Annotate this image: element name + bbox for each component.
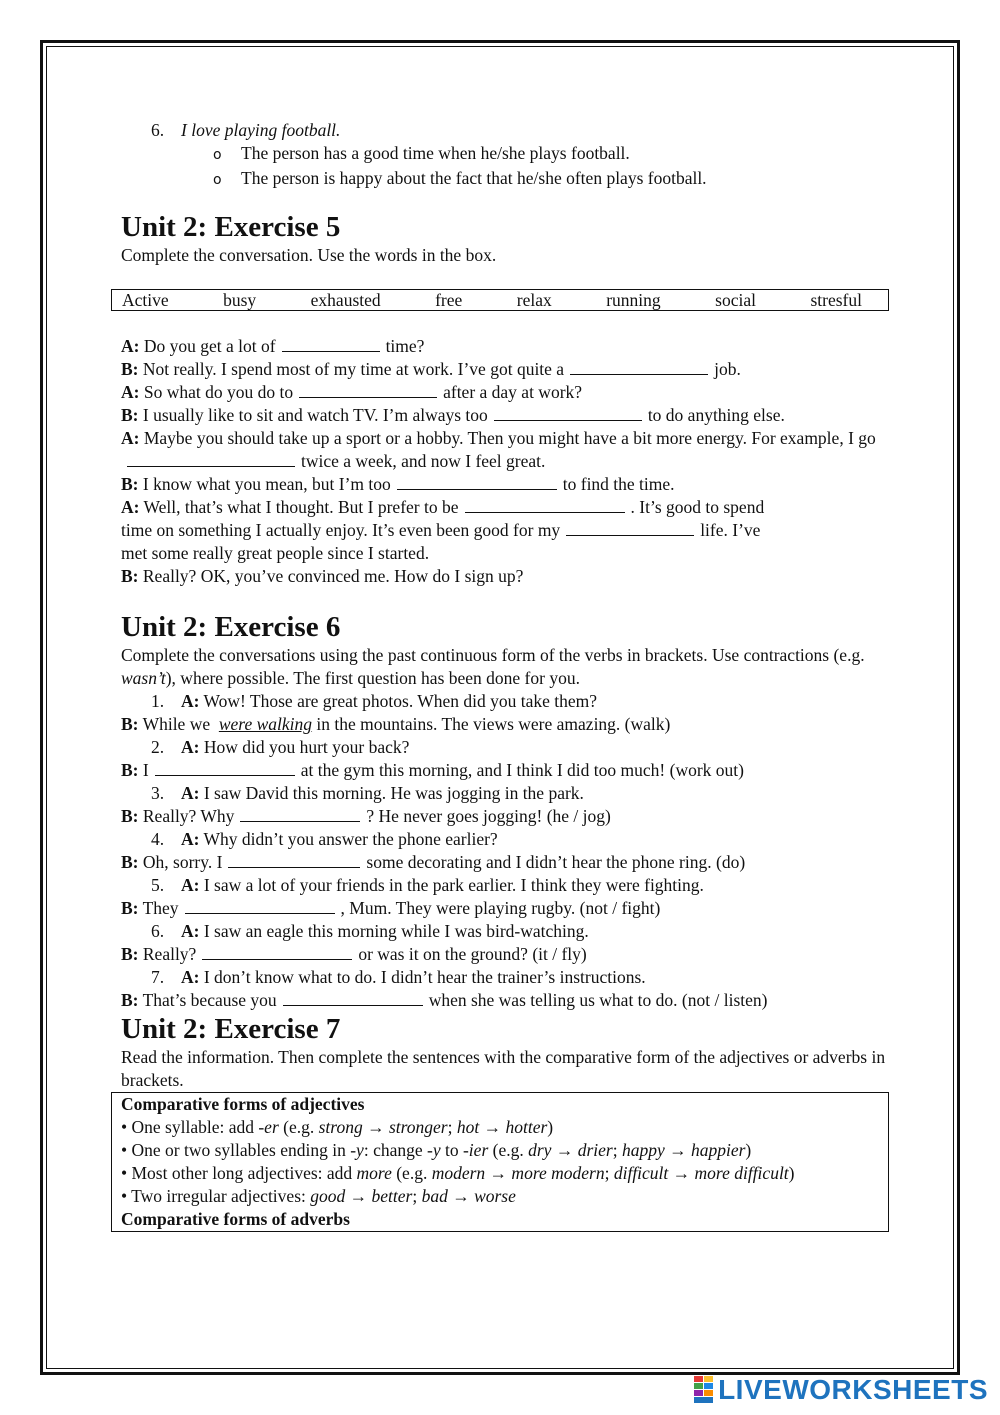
word-box-item: stresful [810,289,862,310]
ex5-line: met some really great people since I started. [121,543,430,563]
answer-blank[interactable] [465,497,625,513]
ex5-line: B: Not really. I spend most of my time at work. I’ve got quite a job. [121,359,741,379]
circle-bullet-icon: o [213,172,222,188]
item6 [121,119,889,142]
answer-blank[interactable] [240,806,360,822]
ex7-instruction: Read the information. Then complete the sentences with the comparative form of the adjectives or adverbs in brackets. [121,1047,886,1090]
item6-option-2[interactable]: o The person is happy about the fact that he/she often plays football. [121,167,889,192]
brand-name: LIVEWORKSHEETS [718,1374,988,1405]
item6-number: 6. [151,120,165,140]
ex6-answer: B: That’s because you when she was telling us what to do. (not / listen) [121,990,768,1010]
item6-option-1[interactable]: o The person has a good time when he/she plays football. [121,142,889,167]
ex6-title: Unit 2: Exercise 6 [121,611,341,643]
word-box-item: free [435,289,463,310]
example-answer: were walking [218,714,313,734]
word-box-item: Active [122,289,169,310]
liveworksheets-logo [694,1375,988,1405]
rule-ending-y: • One or two syllables ending in -y: change -y to -ier (e.g. dry → drier; happy → happier) [121,1140,752,1160]
ex5-line: A: Do you get a lot of time? [121,336,425,356]
box-heading-adjectives: Comparative forms of adjectives [121,1094,365,1114]
ex6-question: 2. A: How did you hurt your back? [151,737,410,757]
word-box-item: relax [516,289,552,310]
answer-blank[interactable] [127,451,295,467]
live-badge-icon [694,1376,714,1404]
word-box-item: exhausted [310,289,381,310]
answer-blank[interactable] [299,382,437,398]
ex5-word-box [111,289,889,311]
ex5-line: B: I know what you mean, but I’m too to find the time. [121,474,675,494]
ex5-line: B: I usually like to sit and watch TV. I’m always too to do anything else. [121,405,785,425]
ex6-question: 7. A: I don’t know what to do. I didn’t hear the trainer’s instructions. [151,967,646,987]
ex5-instruction: Complete the conversation. Use the words in the box. [121,245,497,265]
answer-blank[interactable] [283,990,423,1006]
ex6-question: 5. A: I saw a lot of your friends in the park earlier. I think they were fighting. [151,875,704,895]
ex7-title: Unit 2: Exercise 7 [121,1013,341,1045]
ex7-info-box [111,1092,889,1232]
ex5-line: A: Well, that’s what I thought. But I prefer to be . It’s good to spend [121,497,765,517]
answer-blank[interactable] [494,405,642,421]
rule-long-adjectives: • Most other long adjectives: add more (e.g. modern → more modern; difficult → more difficult) [121,1163,795,1183]
ex5-line: time on something I actually enjoy. It’s even been good for my life. I’ve [121,520,761,540]
ex5-line: A: Maybe you should take up a sport or a hobby. Then you might have a bit more energy. For example, I gotwice a week, and now I feel great. [121,428,876,471]
worksheet-content [121,119,889,1232]
ex6-answer: B: Really? or was it on the ground? (it / fly) [121,944,587,964]
ex6-answer: B: Oh, sorry. I some decorating and I didn’t hear the phone ring. (do) [121,852,746,872]
answer-blank[interactable] [155,760,295,776]
answer-blank[interactable] [228,852,360,868]
rule-irregular: • Two irregular adjectives: good → better; bad → worse [121,1186,516,1206]
answer-blank[interactable] [282,336,380,352]
box-heading-adverbs: Comparative forms of adverbs [121,1209,350,1229]
ex6-question: 1. A: Wow! Those are great photos. When did you take them? [151,691,598,711]
item6-sentence: I love playing football. [181,120,341,140]
answer-blank[interactable] [566,520,694,536]
rule-one-syllable: • One syllable: add -er (e.g. strong → stronger; hot → hotter) [121,1117,554,1137]
ex6-answer: B: I at the gym this morning, and I think I did too much! (work out) [121,760,744,780]
word-box-item: running [606,289,661,310]
answer-blank[interactable] [185,898,335,914]
circle-bullet-icon: o [213,147,222,163]
word-box-item: busy [223,289,257,310]
ex6-instruction: Complete the conversations using the past continuous form of the verbs in brackets. Use contractions (e.g. wasn’t), where possible. The first question has been done for you. [121,645,865,688]
ex6-answer: B: While we were walking in the mountains. The views were amazing. (walk) [121,714,671,734]
answer-blank[interactable] [202,944,352,960]
ex5-line: B: Really? OK, you’ve convinced me. How do I sign up? [121,566,524,586]
answer-blank[interactable] [570,359,708,375]
ex6-question: 6. A: I saw an eagle this morning while I was bird-watching. [151,921,589,941]
ex6-question: 3. A: I saw David this morning. He was jogging in the park. [151,783,584,803]
answer-blank[interactable] [397,474,557,490]
ex5-line: A: So what do you do to after a day at work? [121,382,583,402]
ex6-answer: B: They , Mum. They were playing rugby. (not / fight) [121,898,661,918]
ex6-answer: B: Really? Why ? He never goes jogging! (he / jog) [121,806,611,826]
ex6-question: 4. A: Why didn’t you answer the phone earlier? [151,829,498,849]
ex5-title: Unit 2: Exercise 5 [121,211,341,243]
word-box-item: social [715,289,756,310]
